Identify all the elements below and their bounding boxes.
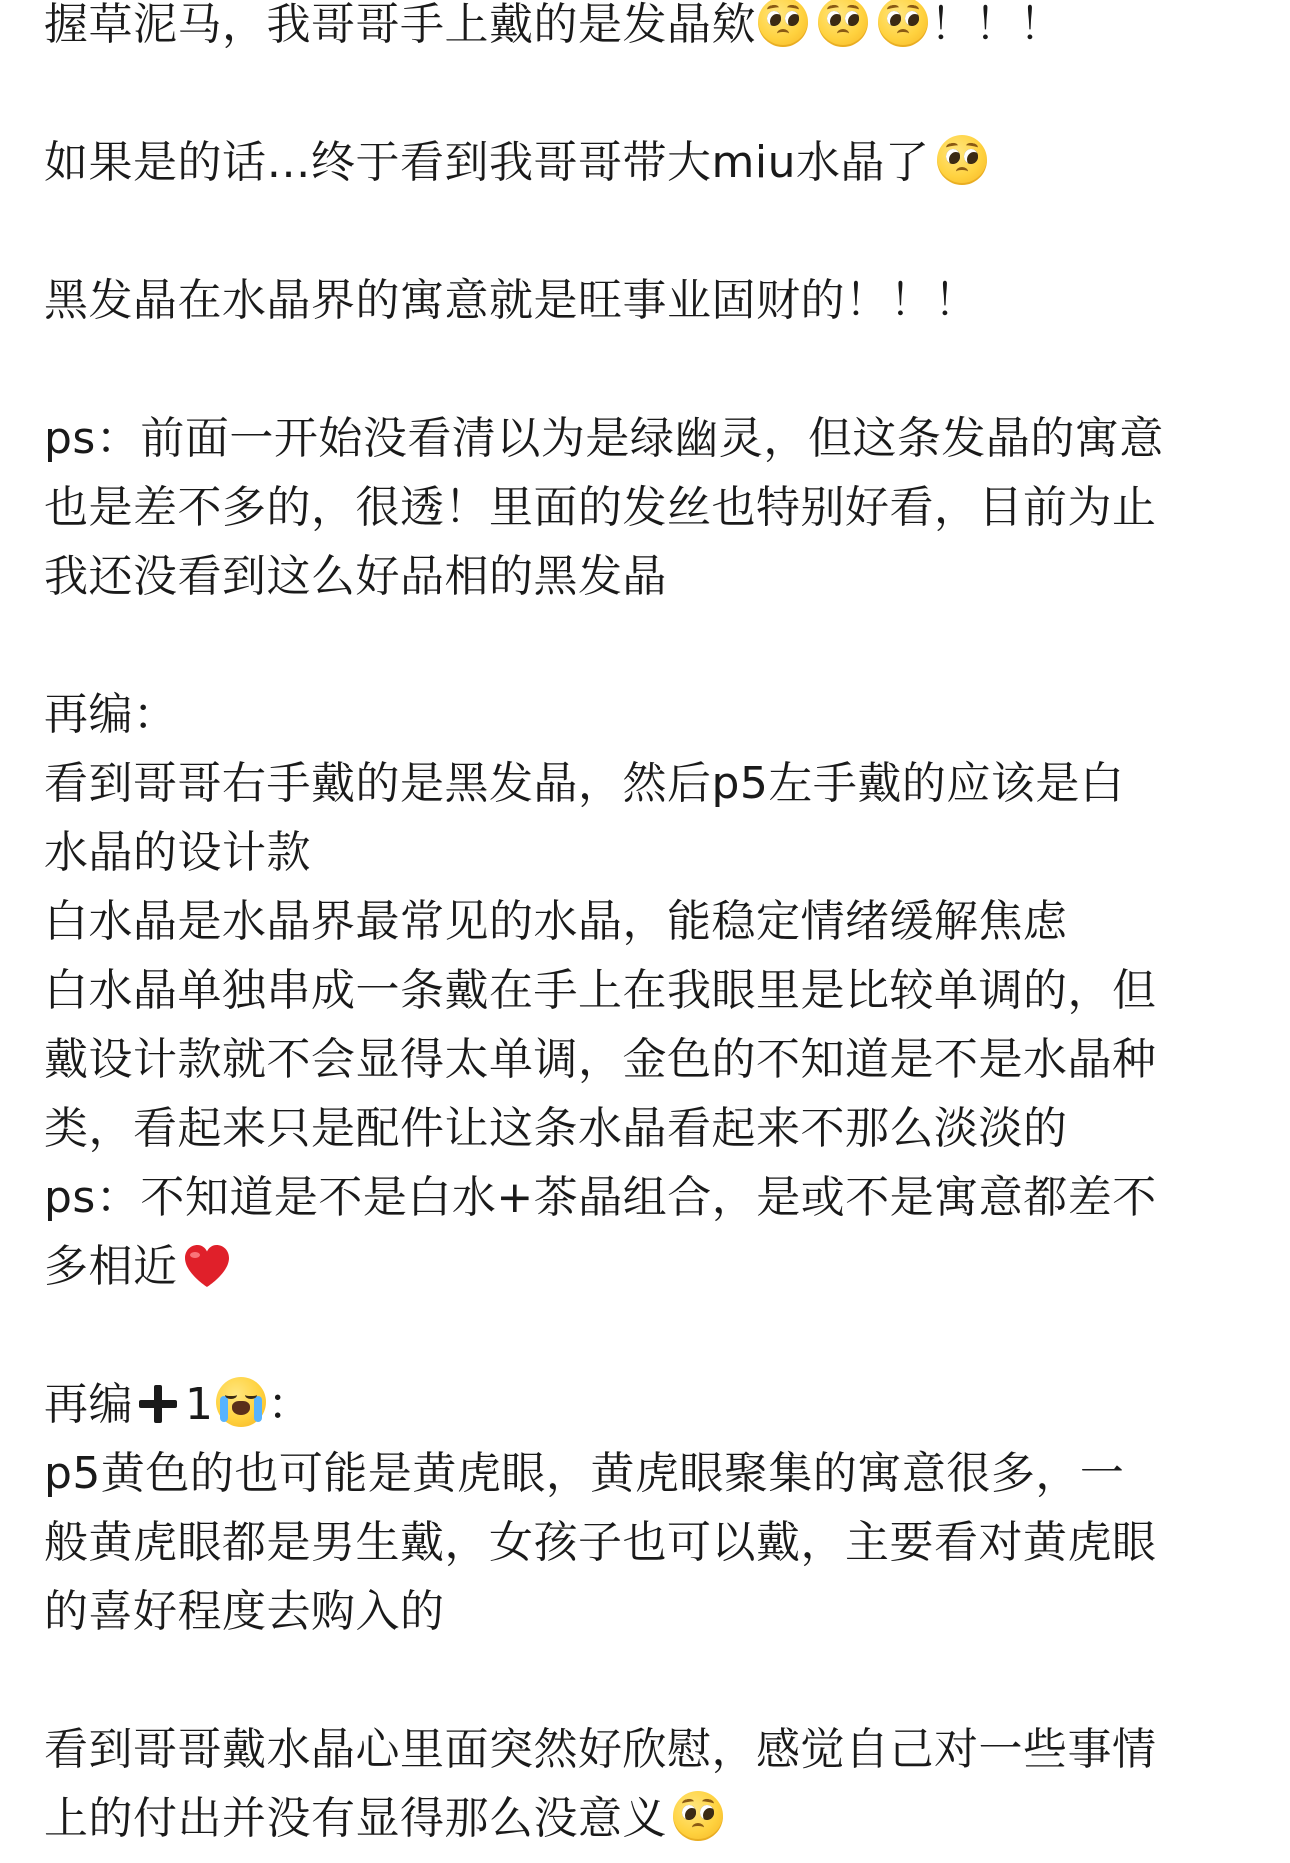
post-line: 的喜好程度去购入的 xyxy=(44,1586,445,1637)
heading-text: 再编 xyxy=(44,1379,133,1430)
post-line xyxy=(44,128,1259,197)
paragraph-spacer xyxy=(44,1301,1259,1370)
post-line: 看到哥哥右手戴的是黑发晶，然后p5左手戴的应该是白 xyxy=(44,758,1125,809)
pleading-face-icon xyxy=(673,1791,723,1841)
paragraph-spacer xyxy=(44,59,1259,128)
post-text: 握草泥马，我哥哥手上戴的是发晶欸 xyxy=(44,0,756,50)
post-line: 黑发晶在水晶界的寓意就是旺事业固财的！！！ xyxy=(44,275,979,326)
post-line: 般黄虎眼都是男生戴，女孩子也可以戴，主要看对黄虎眼 xyxy=(44,1517,1157,1568)
post-line xyxy=(44,0,1259,59)
section-heading: 再编： xyxy=(44,689,178,740)
pleading-face-icon xyxy=(818,0,868,47)
paragraph-spacer xyxy=(44,1646,1259,1715)
post-text: ！！！ xyxy=(930,0,1064,50)
plus-icon xyxy=(139,1385,177,1423)
post-line: 白水晶是水晶界最常见的水晶，能稳定情绪缓解焦虑 xyxy=(44,896,1068,947)
red-heart-icon xyxy=(182,1243,232,1289)
post-line: 类，看起来只是配件让这条水晶看起来不那么淡淡的 xyxy=(44,1103,1068,1154)
heading-text: ： xyxy=(267,1379,312,1430)
post-line: 白水晶单独串成一条戴在手上在我眼里是比较单调的，但 xyxy=(44,965,1157,1016)
pleading-face-icon xyxy=(758,0,808,47)
paragraph-spacer xyxy=(44,611,1259,680)
post-line: 水晶的设计款 xyxy=(44,827,311,878)
post-line xyxy=(44,1784,1259,1853)
post-content xyxy=(44,0,1259,1853)
post-line: 戴设计款就不会显得太单调，金色的不知道是不是水晶种 xyxy=(44,1034,1157,1085)
pleading-face-icon xyxy=(878,0,928,47)
crying-face-icon xyxy=(216,1377,266,1427)
post-text: 如果是的话…终于看到我哥哥带大miu水晶了 xyxy=(44,137,930,188)
post-text: 多相近 xyxy=(44,1241,178,1292)
post-line: 看到哥哥戴水晶心里面突然好欣慰，感觉自己对一些事情 xyxy=(44,1724,1157,1775)
post-text: 上的付出并没有显得那么没意义 xyxy=(44,1793,667,1844)
paragraph-spacer xyxy=(44,197,1259,266)
post-line: ps：不知道是不是白水+茶晶组合，是或不是寓意都差不 xyxy=(44,1172,1157,1223)
post-line: 也是差不多的，很透！里面的发丝也特别好看，目前为止 xyxy=(44,482,1157,533)
post-line: ps：前面一开始没看清以为是绿幽灵，但这条发晶的寓意 xyxy=(44,413,1164,464)
section-heading xyxy=(44,1370,1259,1439)
post-line: p5黄色的也可能是黄虎眼，黄虎眼聚集的寓意很多，一 xyxy=(44,1448,1125,1499)
post-line xyxy=(44,1232,1259,1301)
post-line: 我还没看到这么好品相的黑发晶 xyxy=(44,551,667,602)
heading-number: 1 xyxy=(185,1379,214,1430)
paragraph-spacer xyxy=(44,335,1259,404)
pleading-face-icon xyxy=(937,135,987,185)
